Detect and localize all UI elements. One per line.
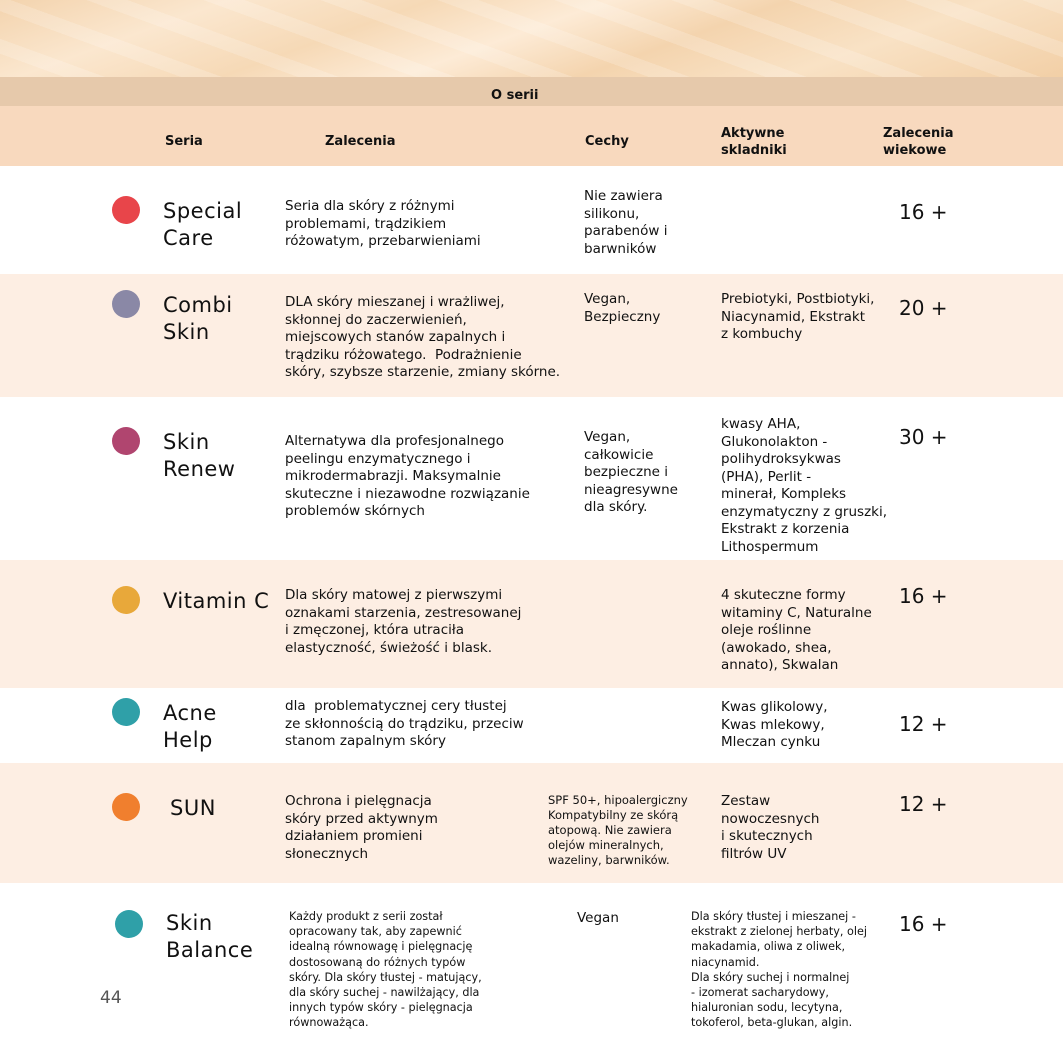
series-color-dot (112, 793, 140, 821)
page-number: 44 (100, 988, 122, 1008)
hero-banner (0, 0, 1063, 77)
series-name: Vitamin C (163, 589, 270, 613)
table-header (0, 106, 1063, 166)
age-recommendation: 12 + (899, 712, 948, 736)
age-recommendation: 16 + (899, 200, 948, 224)
series-color-dot (112, 290, 140, 318)
active-ingredients-text: kwasy AHA, Glukonolakton - polihydroksykwas (PHA), Perlit - minerał, Kompleks enzymatyczny z gruszki, Ekstrakt z korzenia Lithospermum (721, 416, 888, 555)
recommendation-text: dla problematycznej cery tłustej ze skłonnością do trądziku, przeciw stanom zapalnym skóry (285, 698, 524, 749)
row-band (0, 397, 1063, 560)
series-name: Special Care (163, 199, 243, 250)
age-recommendation: 30 + (899, 425, 948, 449)
series-name: Skin Renew (163, 430, 236, 481)
row-band (0, 560, 1063, 688)
age-recommendation: 20 + (899, 296, 948, 320)
recommendation-text: Każdy produkt z serii został opracowany tak, aby zapewnić idealną równowagę i pielęgnację dostosowaną do różnych typów skóry. Dla skóry tłustej - matujący, dla skóry suchej - nawilżający, dla innych typów skóry - pielęgnacja równoważąca. (289, 910, 482, 1030)
recommendation-text: Ochrona i pielęgnacja skóry przed aktywnym działaniem promieni słonecznych (285, 793, 438, 862)
series-color-dot (112, 427, 140, 455)
features-text: Nie zawiera silikonu, parabenów i barwników (584, 188, 668, 257)
features-text: Vegan (577, 910, 619, 926)
header-zalecenia: Zalecenia (325, 134, 396, 149)
header-seria: Seria (165, 134, 203, 149)
series-color-dot (115, 910, 143, 938)
recommendation-text: DLA skóry mieszanej i wrażliwej, skłonnej do zaczerwienień, miejscowych stanów zapalnych i trądziku różowatego. Podrażnienie skóry, szybsze starzenie, zmiany skórne. (285, 294, 561, 380)
age-recommendation: 16 + (899, 584, 948, 608)
age-recommendation: 16 + (899, 912, 948, 936)
active-ingredients-text: Prebiotyki, Postbiotyki, Niacynamid, Ekstrakt z kombuchy (721, 291, 875, 342)
header-cechy: Cechy (585, 134, 629, 149)
row-band (0, 883, 1063, 1063)
features-text: Vegan, całkowicie bezpieczne i nieagresywne dla skóry. (584, 429, 678, 515)
active-ingredients-text: Dla skóry tłustej i mieszanej - ekstrakt z zielonej herbaty, olej makadamia, oliwa z oliwek, niacynamid. Dla skóry suchej i normalnej - izomerat sacharydowy, hialuronian sodu, lecytyna, tokoferol, beta-glukan, algin. (691, 910, 867, 1030)
recommendation-text: Alternatywa dla profesjonalnego peelingu enzymatycznego i mikrodermabrazji. Maksymalnie skuteczne i niezawodne rozwiązanie problemów skórnych (285, 433, 530, 519)
section-title: O serii (491, 88, 539, 103)
active-ingredients-text: 4 skuteczne formy witaminy C, Naturalne oleje roślinne (awokado, shea, annato), Skwalan (721, 587, 872, 673)
series-color-dot (112, 196, 140, 224)
series-name: Acne Help (163, 701, 217, 752)
recommendation-text: Dla skóry matowej z pierwszymi oznakami starzenia, zestresowanej i zmęczonej, która utraciła elastyczność, świeżość i blask. (285, 587, 522, 656)
recommendation-text: Seria dla skóry z różnymi problemami, trądzikiem różowatym, przebarwieniami (285, 198, 481, 249)
series-name: Combi Skin (163, 293, 233, 344)
active-ingredients-text: Zestaw nowoczesnych i skutecznych filtrów UV (721, 793, 820, 862)
features-text: Vegan, Bezpieczny (584, 291, 661, 325)
age-recommendation: 12 + (899, 792, 948, 816)
section-title-bar (0, 77, 1063, 106)
active-ingredients-text: Kwas glikolowy, Kwas mlekowy, Mleczan cynku (721, 699, 828, 750)
row-band (0, 763, 1063, 883)
series-name: Skin Balance (166, 911, 254, 962)
header-aktywne: Aktywne skladniki (721, 126, 787, 158)
features-text: SPF 50+, hipoalergiczny Kompatybilny ze skórą atopową. Nie zawiera olejów mineralnych, wazeliny, barwników. (548, 793, 688, 867)
series-name: SUN (170, 796, 216, 820)
series-color-dot (112, 698, 140, 726)
series-color-dot (112, 586, 140, 614)
header-wiek: Zalecenia wiekowe (883, 126, 954, 158)
